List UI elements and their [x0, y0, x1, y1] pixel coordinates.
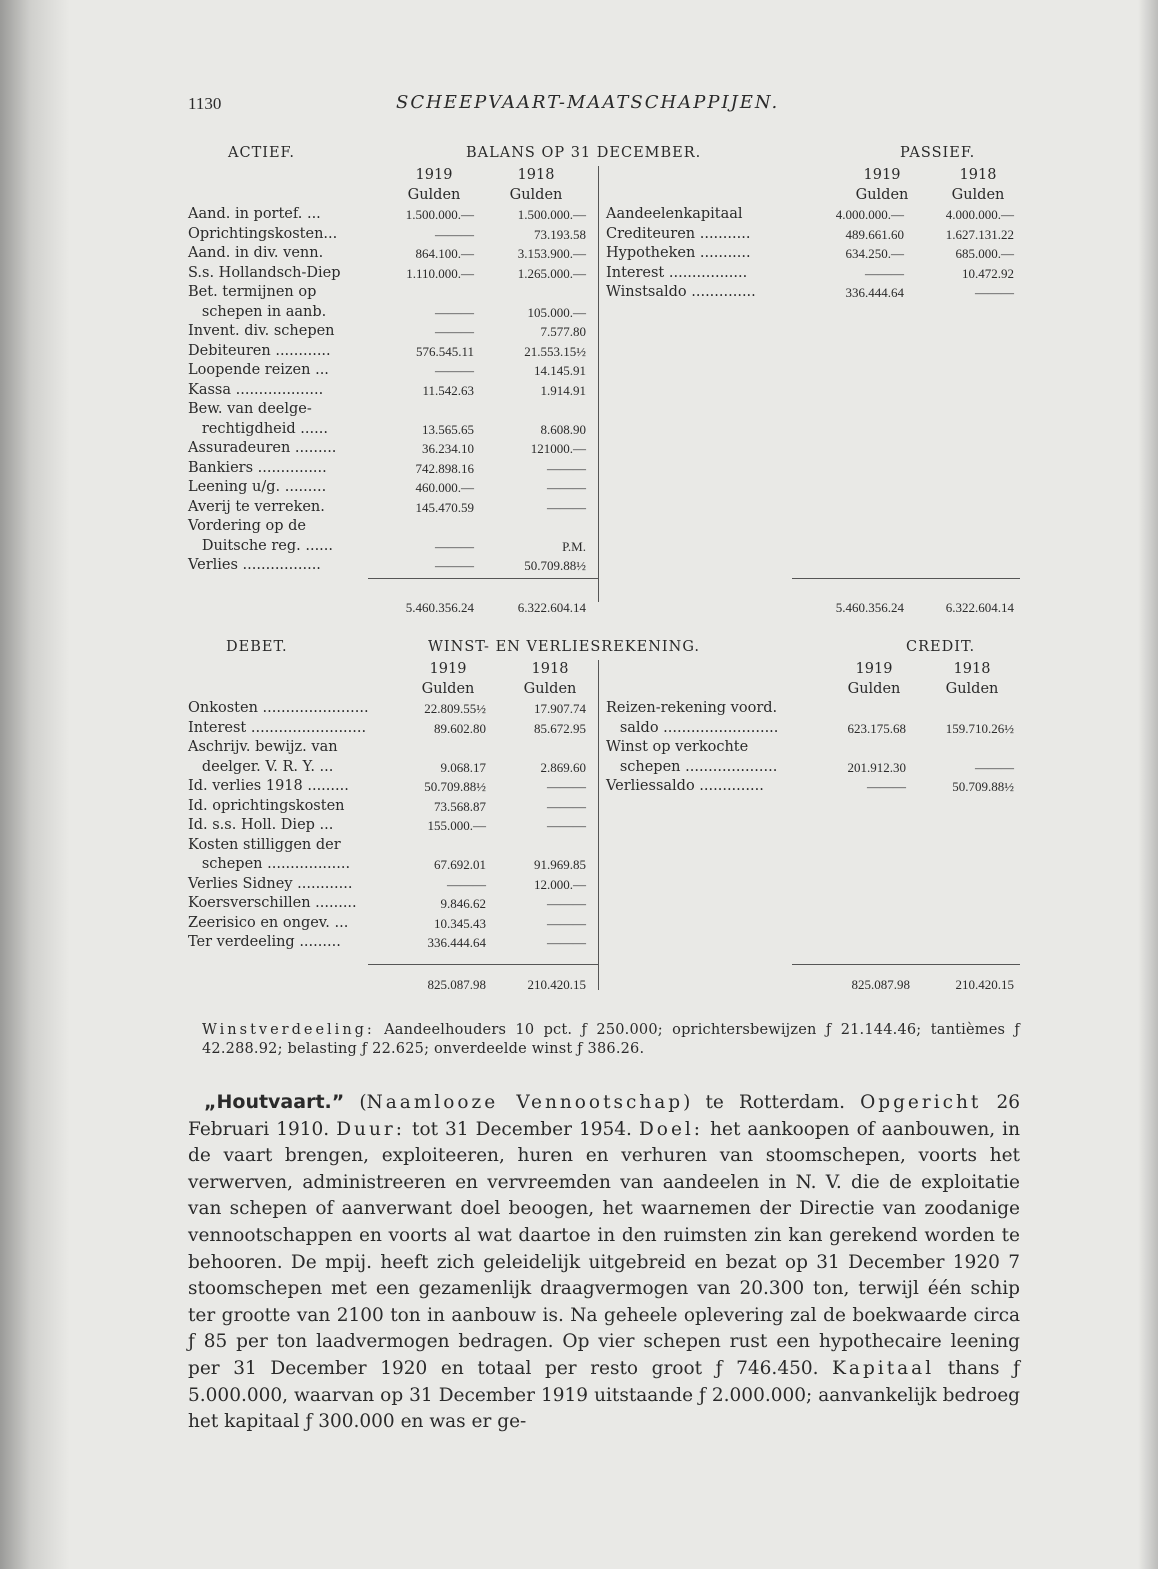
- table-row: [188, 758, 598, 778]
- value-1919: 10.345.43: [434, 915, 486, 931]
- value-1919: 9.846.62: [440, 896, 486, 911]
- table-row: [606, 225, 1020, 245]
- keyword-opgericht: Opgericht: [860, 1092, 982, 1113]
- value-1918: 105.000.—: [527, 304, 586, 320]
- table-row: [188, 517, 598, 537]
- table-row: [188, 816, 598, 836]
- row-label: Verlies .................: [188, 557, 321, 573]
- row-label: Bankiers ...............: [188, 459, 327, 476]
- value-1919: 576.545.11: [415, 343, 474, 359]
- note-text: Aandeelhouders 10 pct. ƒ 250.000; oprichtersbewijzen ƒ 21.144.46; tantièmes ƒ 42.288.92; belasting ƒ 22.625; onverdeelde winst ƒ 386.26.: [202, 1022, 1020, 1057]
- table-row: [606, 264, 1020, 284]
- year-1919: 1919: [415, 167, 453, 183]
- value-1919: ———: [435, 304, 474, 320]
- value-1918: 21.553.15½: [524, 343, 586, 359]
- row-label: Id. verlies 1918 .........: [188, 778, 349, 794]
- table-row: [188, 322, 598, 342]
- table-row: [188, 303, 598, 323]
- value-1918: 91.969.85: [534, 857, 586, 872]
- row-label: rechtigdheid ......: [188, 420, 328, 437]
- row-label: Kassa ...................: [188, 381, 324, 398]
- value-1918: 685.000.—: [955, 246, 1014, 261]
- value-1918: ———: [975, 285, 1014, 300]
- table-row: [188, 283, 598, 303]
- balance-totals: [188, 598, 1020, 620]
- balance-title: BALANS OP 31 DECEMBER.: [466, 145, 702, 161]
- unit-row: [606, 680, 1020, 700]
- value-1919: 1.110.000.—: [406, 265, 474, 281]
- table-row: [188, 875, 598, 895]
- text: het aankoopen of aanbouwen, in de vaart brengen, exploiteeren, huren en verhuren van stoomschepen, voorts het verwerven, administreeren en vervreemden van aandeelen in N. V. die de exploitatie van schepen of aanverwant doel beoogen, het waarnemen der Directie van zoodanige vennootschappen en voorts al wat daartoe in den ruimsten zin kan gerekend worden te behooren. De mpij. heeft zich geleidelijk uitgebreid en bezat op 31 December 1920 7 stoomschepen met een gezamenlijk draagvermogen van 20.300 ton, terwijl één schip ter grootte van 2100 ton in aanbouw is. Na geheele oplevering zal de boekwaarde circa ƒ 85 per ton laadvermogen bedragen. Op vier schepen rust een hypothecaire leening per 31 December 1920 en totaal per resto groot ƒ 746.450.: [188, 1118, 1020, 1379]
- credit-column: [606, 660, 1020, 797]
- value-1919: 89.602.80: [434, 720, 486, 736]
- text: thans ƒ 5.000.000, waarvan op 31 December 1919 uitstaande ƒ 2.000.000; aanvankelijk bedroeg het kapitaal ƒ 300.000 en was er ge-: [188, 1357, 1020, 1433]
- value-1919: 73.568.87: [434, 798, 486, 814]
- value-1918: ———: [547, 818, 586, 833]
- table-row: [188, 797, 598, 817]
- unit-gulden: Gulden: [523, 680, 577, 697]
- table-row: [188, 914, 598, 934]
- year-1918: 1918: [531, 661, 569, 677]
- value-1919: 634.250.—: [845, 246, 904, 261]
- page-gutter: [0, 0, 70, 1569]
- note-lead: Winstverdeeling:: [202, 1022, 375, 1038]
- value-1919: ———: [435, 324, 474, 339]
- row-label: Reizen-rekening voord.: [606, 700, 778, 716]
- unit-gulden: Gulden: [407, 186, 461, 203]
- table-row: [188, 478, 598, 498]
- page-right-edge: [1138, 0, 1158, 1569]
- total-1918: 6.322.604.14: [945, 600, 1014, 615]
- profit-loss-header: [188, 638, 1020, 660]
- value-1919: ———: [867, 779, 906, 794]
- column-divider: [598, 660, 599, 990]
- value-1919: 742.898.16: [415, 460, 474, 476]
- table-row: [606, 699, 1020, 719]
- total-1918: 210.420.15: [527, 977, 586, 992]
- row-label: Verliessaldo ..............: [606, 778, 764, 794]
- table-row: [188, 719, 598, 739]
- table-row: [188, 699, 598, 719]
- value-1918: ———: [975, 759, 1014, 775]
- row-label: deelger. V. R. Y. ...: [188, 758, 334, 775]
- row-label: Leening u/g. .........: [188, 479, 327, 495]
- unit-row: [606, 186, 1020, 206]
- row-label: Bet. termijnen op: [188, 284, 317, 300]
- table-row: [606, 758, 1020, 778]
- value-1919: 1.500.000.—: [405, 207, 474, 222]
- value-1918: ———: [547, 798, 586, 814]
- text: tot 31 December 1954.: [404, 1118, 639, 1140]
- profit-loss-title: WINST- EN VERLIESREKENING.: [428, 639, 700, 655]
- value-1918: ———: [547, 915, 586, 931]
- actief-column: [188, 166, 598, 576]
- table-row: [188, 738, 598, 758]
- table-row: [188, 836, 598, 856]
- debet-rows: [188, 699, 598, 953]
- year-row: [606, 660, 1020, 680]
- table-row: [188, 537, 598, 557]
- total-1918: 210.420.15: [955, 977, 1014, 992]
- value-1919: 36.234.10: [422, 441, 474, 456]
- year-1918: 1918: [959, 167, 997, 183]
- row-label: Assuradeuren .........: [188, 440, 337, 456]
- value-1918: 14.145.91: [534, 363, 586, 378]
- row-label: Koersverschillen .........: [188, 895, 357, 911]
- text: 26 Februari 1910.: [188, 1092, 1020, 1140]
- profit-loss-columns: [188, 660, 1020, 975]
- row-label: Bew. van deelge-: [188, 401, 312, 417]
- table-row: [606, 738, 1020, 758]
- value-1919: 13.565.65: [422, 421, 474, 437]
- table-row: [188, 361, 598, 381]
- value-1919: 4.000.000.—: [835, 207, 904, 222]
- passief-heading: PASSIEF.: [900, 145, 976, 161]
- value-1918: 121000.—: [530, 441, 586, 456]
- unit-row: [188, 680, 598, 700]
- table-row: [188, 933, 598, 953]
- table-row: [188, 459, 598, 479]
- table-row: [188, 342, 598, 362]
- table-row: [188, 400, 598, 420]
- unit-row: [188, 186, 598, 206]
- value-1919: 336.444.64: [845, 285, 904, 300]
- value-1919: 11.542.63: [422, 382, 474, 398]
- row-label: saldo .........................: [606, 719, 779, 736]
- unit-gulden: Gulden: [855, 186, 909, 203]
- row-label: Aandeelenkapitaal: [606, 206, 743, 222]
- row-label: Crediteuren ...........: [606, 225, 751, 242]
- running-header: [188, 88, 1020, 118]
- value-1918: ———: [547, 935, 586, 950]
- row-label: Onkosten .......................: [188, 700, 369, 716]
- value-1918: 4.000.000.—: [945, 207, 1014, 222]
- value-1918: 73.193.58: [534, 226, 586, 242]
- year-1919: 1919: [863, 167, 901, 183]
- row-label: schepen ....................: [606, 758, 778, 775]
- value-1918: 85.672.95: [534, 720, 586, 736]
- value-1919: 155.000.—: [427, 818, 486, 833]
- year-1918: 1918: [517, 167, 555, 183]
- year-1918: 1918: [953, 661, 991, 677]
- balance-sheet-header: [188, 144, 1020, 166]
- passief-column: [606, 166, 1020, 303]
- value-1918: ———: [547, 779, 586, 794]
- row-label: Verlies Sidney ............: [188, 875, 353, 892]
- running-title: SCHEEPVAART-MAATSCHAPPIJEN.: [396, 92, 780, 113]
- value-1918: 1.914.91: [540, 382, 586, 398]
- value-1919: 201.912.30: [847, 759, 906, 775]
- value-1918: 1.500.000.—: [517, 207, 586, 222]
- table-row: [188, 264, 598, 284]
- row-label: Aschrijv. bewijz. van: [188, 739, 338, 755]
- row-label: Interest .........................: [188, 719, 367, 736]
- year-1919: 1919: [855, 661, 893, 677]
- total-1918: 6.322.604.14: [517, 600, 586, 615]
- keyword-kapitaal: Kapitaal: [832, 1357, 935, 1379]
- row-label: Invent. div. schepen: [188, 323, 335, 339]
- value-1918: 1.265.000.—: [517, 265, 586, 281]
- value-1919: 22.809.55½: [424, 701, 486, 716]
- table-row: [188, 894, 598, 914]
- value-1918: 10.472.92: [962, 265, 1014, 281]
- passief-rows: [606, 205, 1020, 303]
- value-1918: 159.710.26½: [945, 720, 1014, 736]
- sum-rule: [368, 578, 598, 579]
- table-row: [188, 244, 598, 264]
- value-1918: 7.577.80: [540, 324, 586, 339]
- row-label: Aand. in portef. ...: [188, 206, 321, 222]
- table-row: [188, 225, 598, 245]
- year-1919: 1919: [429, 661, 467, 677]
- value-1919: 489.661.60: [845, 226, 904, 242]
- text: ) te Rotterdam.: [683, 1092, 861, 1113]
- row-label: Debiteuren ............: [188, 342, 331, 359]
- total-1919: 825.087.98: [851, 977, 910, 992]
- value-1918: 12.000.—: [534, 876, 586, 892]
- value-1918: 17.907.74: [534, 701, 586, 716]
- table-row: [606, 244, 1020, 264]
- value-1918: P.M.: [562, 538, 586, 554]
- value-1918: ———: [547, 499, 586, 515]
- value-1919: ———: [435, 558, 474, 573]
- keyword-duur: Duur:: [336, 1118, 405, 1140]
- profit-distribution-note: [202, 1021, 1020, 1059]
- value-1918: 50.709.88½: [524, 558, 586, 573]
- year-row: [188, 660, 598, 680]
- row-label: Id. s.s. Holl. Diep ...: [188, 817, 334, 833]
- balance-sheet: [188, 144, 1020, 620]
- credit-rows: [606, 699, 1020, 797]
- value-1918: 1.627.131.22: [945, 226, 1014, 242]
- value-1918: 3.153.900.—: [517, 246, 586, 261]
- value-1918: ———: [547, 896, 586, 911]
- credit-heading: CREDIT.: [906, 639, 976, 655]
- row-label: Interest .................: [606, 264, 748, 281]
- value-1919: 864.100.—: [415, 246, 474, 261]
- row-label: Hypotheken ...........: [606, 245, 751, 261]
- table-row: [606, 719, 1020, 739]
- row-label: Winst op verkochte: [606, 739, 749, 755]
- value-1918: 2.869.60: [540, 759, 586, 775]
- company-entry: [188, 1089, 1020, 1436]
- row-label: Winstsaldo ..............: [606, 284, 756, 300]
- table-row: [606, 283, 1020, 303]
- table-row: [188, 498, 598, 518]
- unit-gulden: Gulden: [847, 680, 901, 697]
- value-1919: ———: [447, 876, 486, 892]
- table-row: [606, 777, 1020, 797]
- value-1919: 50.709.88½: [424, 779, 486, 794]
- row-label: Id. oprichtingskosten: [188, 797, 345, 814]
- sum-rule: [792, 578, 1020, 579]
- row-label: Averij te verreken.: [188, 498, 325, 515]
- row-label: Duitsche reg. ......: [188, 537, 334, 554]
- page-content: [188, 88, 1020, 1436]
- row-label: Vordering op de: [188, 518, 306, 534]
- value-1919: 623.175.68: [847, 720, 906, 736]
- row-label: Kosten stilliggen der: [188, 836, 341, 853]
- value-1919: 336.444.64: [427, 935, 486, 950]
- table-row: [188, 556, 598, 576]
- table-row: [188, 439, 598, 459]
- value-1919: 460.000.—: [415, 480, 474, 495]
- row-label: schepen ..................: [188, 856, 351, 872]
- total-1919: 825.087.98: [427, 977, 486, 992]
- total-1919: 5.460.356.24: [405, 600, 474, 615]
- column-divider: [598, 166, 599, 602]
- company-form: Naamlooze Vennootschap: [366, 1092, 684, 1113]
- value-1919: ———: [435, 538, 474, 554]
- company-name: „Houtvaart.”: [204, 1091, 345, 1113]
- actief-rows: [188, 205, 598, 576]
- table-row: [188, 420, 598, 440]
- row-label: Ter verdeeling .........: [188, 934, 341, 950]
- row-label: Zeerisico en ongev. ...: [188, 914, 349, 931]
- value-1919: 67.692.01: [434, 857, 486, 872]
- row-label: schepen in aanb.: [188, 303, 327, 320]
- value-1919: ———: [865, 265, 904, 281]
- unit-gulden: Gulden: [951, 186, 1005, 203]
- text: (: [344, 1092, 367, 1113]
- debet-column: [188, 660, 598, 953]
- table-row: [188, 205, 598, 225]
- page-number: 1130: [188, 94, 222, 113]
- unit-gulden: Gulden: [509, 186, 563, 203]
- row-label: Oprichtingskosten...: [188, 225, 338, 242]
- balance-columns: [188, 166, 1020, 598]
- debet-heading: DEBET.: [226, 639, 288, 655]
- total-1919: 5.460.356.24: [835, 600, 904, 615]
- sum-rule: [792, 964, 1020, 965]
- year-row: [188, 166, 598, 186]
- value-1919: 9.068.17: [440, 759, 486, 775]
- table-row: [188, 381, 598, 401]
- actief-heading: ACTIEF.: [228, 145, 295, 161]
- value-1919: 145.470.59: [415, 499, 474, 515]
- row-label: Aand. in div. venn.: [188, 245, 324, 261]
- table-row: [188, 777, 598, 797]
- keyword-doel: Doel:: [638, 1118, 704, 1140]
- value-1918: ———: [547, 460, 586, 476]
- unit-gulden: Gulden: [421, 680, 475, 697]
- value-1918: 8.608.90: [540, 421, 586, 437]
- profit-loss-account: [188, 638, 1020, 997]
- table-row: [188, 855, 598, 875]
- value-1919: ———: [435, 363, 474, 378]
- year-row: [606, 166, 1020, 186]
- unit-gulden: Gulden: [945, 680, 999, 697]
- row-label: Loopende reizen ...: [188, 362, 329, 378]
- profit-loss-totals: [188, 975, 1020, 997]
- row-label: S.s. Hollandsch-Diep: [188, 264, 341, 281]
- sum-rule: [368, 964, 598, 965]
- value-1918: 50.709.88½: [952, 779, 1014, 794]
- value-1919: ———: [435, 226, 474, 242]
- table-row: [606, 205, 1020, 225]
- value-1918: ———: [547, 480, 586, 495]
